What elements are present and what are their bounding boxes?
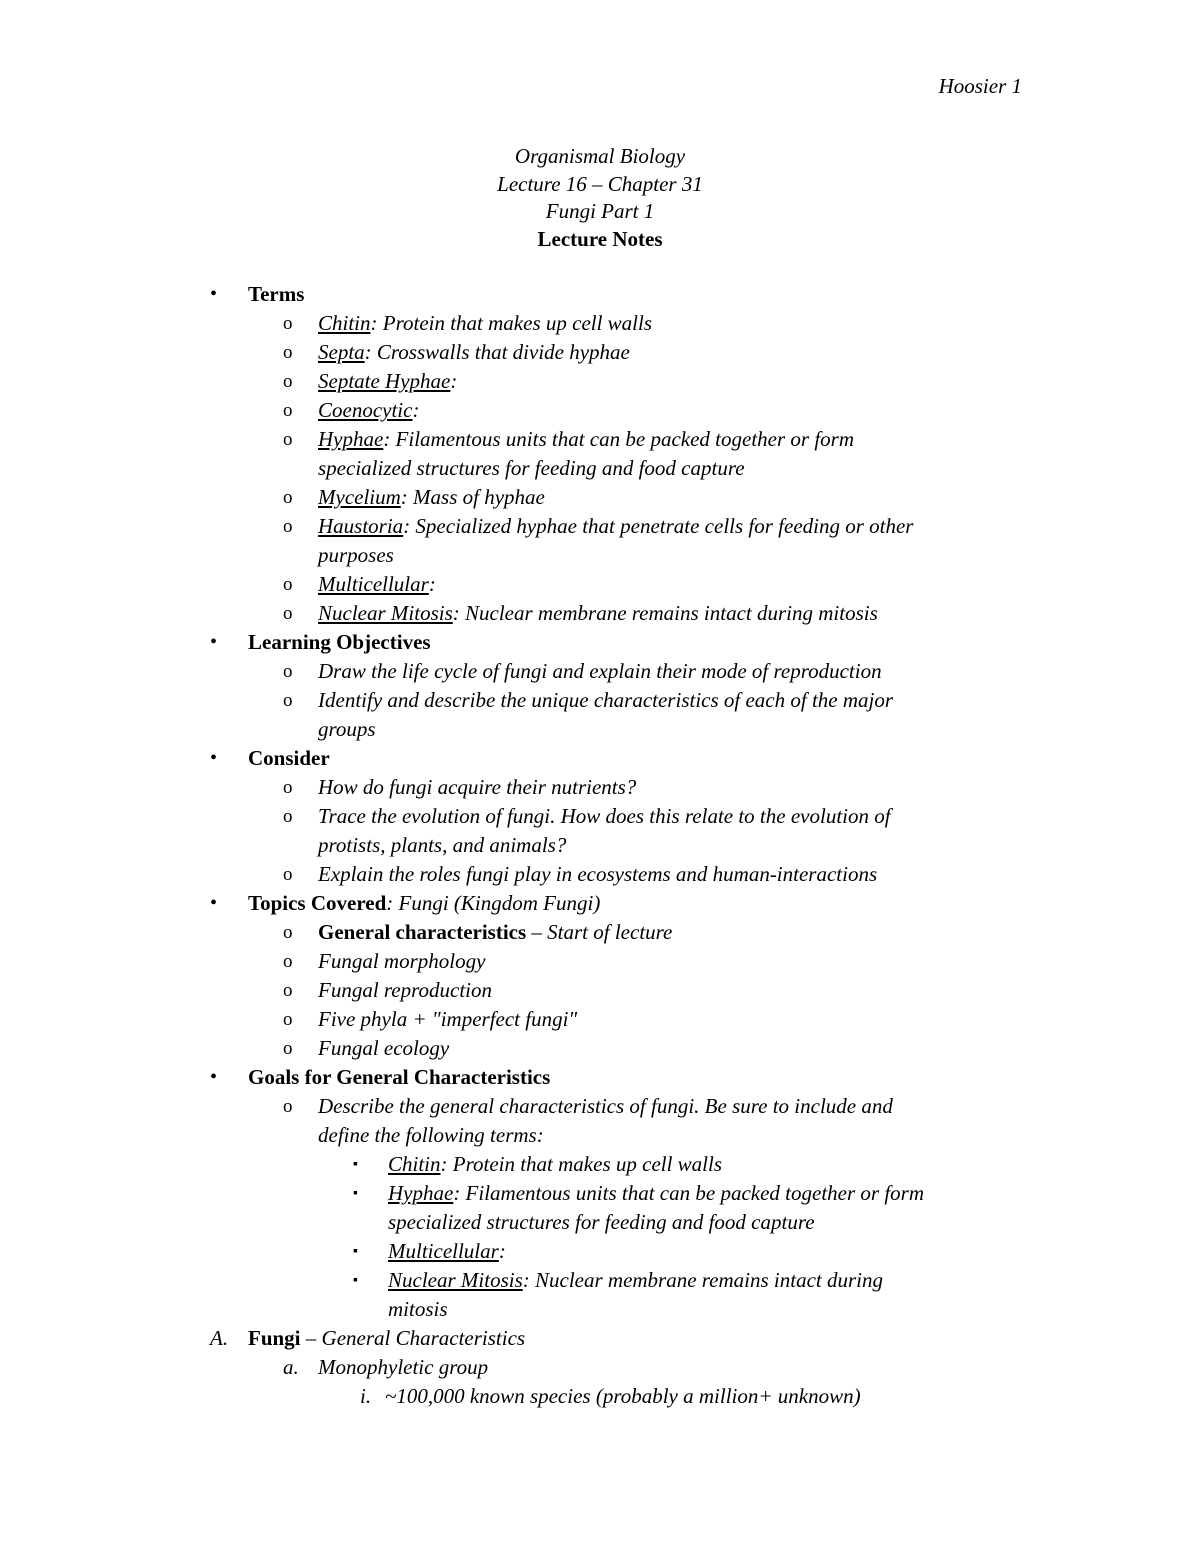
list-item: [0, 425, 1200, 454]
list-item: [0, 947, 1200, 976]
term: Hyphae: [388, 1181, 454, 1205]
list-item: [0, 367, 1200, 396]
item-text: Trace the evolution of fungi. How does this relate to the evolution of: [318, 804, 891, 828]
list-item: [0, 773, 1200, 802]
term-definition: :: [428, 572, 436, 596]
section-topics: [0, 889, 1200, 918]
item-text: – Start of lecture: [526, 920, 673, 944]
section-heading: Topics Covered: [248, 891, 387, 915]
sub-list-item: [0, 1237, 1200, 1266]
circle-marker: o: [283, 1009, 293, 1030]
bullet-marker: •: [210, 892, 218, 914]
term-definition: : Crosswalls that divide hyphae: [364, 340, 630, 364]
page-header-label: Hoosier 1: [938, 74, 1022, 98]
list-item: [0, 976, 1200, 1005]
list-item: [0, 802, 1200, 831]
list-item: [0, 1005, 1200, 1034]
outline-heading: Fungi: [248, 1326, 301, 1350]
bullet-marker: •: [210, 1066, 218, 1088]
term: Septate Hyphae: [318, 369, 451, 393]
square-marker: ▪: [353, 1157, 358, 1172]
term: Mycelium: [318, 485, 401, 509]
circle-marker: o: [283, 951, 293, 972]
list-item: [0, 483, 1200, 512]
list-item: [0, 918, 1200, 947]
section-heading: Goals for General Characteristics: [248, 1065, 551, 1089]
circle-marker: o: [283, 864, 293, 885]
lecture-title: Lecture 16 – Chapter 31: [497, 171, 703, 196]
list-item: [0, 309, 1200, 338]
sub-list-item: [0, 1150, 1200, 1179]
outline-marker: A.: [210, 1326, 229, 1350]
outline-marker: a.: [283, 1355, 299, 1379]
term-definition: : Filamentous units that can be packed together or form: [383, 427, 854, 451]
circle-marker: o: [283, 574, 293, 595]
term-definition: :: [498, 1239, 506, 1263]
item-bold-text: General characteristics: [318, 920, 527, 944]
item-text: Fungal reproduction: [318, 978, 493, 1002]
term: Coenocytic: [318, 398, 413, 422]
circle-marker: o: [283, 603, 293, 624]
section-heading: Learning Objectives: [248, 630, 431, 654]
circle-marker: o: [283, 429, 293, 450]
circle-marker: o: [283, 313, 293, 334]
item-text: Five phyla + "imperfect fungi": [318, 1007, 578, 1031]
item-text: Fungal ecology: [318, 1036, 450, 1060]
section-heading: Consider: [248, 746, 330, 770]
outline-text: Monophyletic group: [318, 1355, 489, 1379]
bullet-marker: •: [210, 631, 218, 653]
circle-marker: o: [283, 516, 293, 537]
list-item: [0, 1092, 1200, 1121]
term: Nuclear Mitosis: [318, 601, 453, 625]
list-item-continuation: [0, 454, 1200, 483]
continuation-text: protists, plants, and animals?: [318, 833, 567, 857]
item-text: Describe the general characteristics of fungi. Be sure to include and: [318, 1094, 893, 1118]
section-goals: [0, 1063, 1200, 1092]
sub-list-item: [0, 1179, 1200, 1208]
circle-marker: o: [283, 487, 293, 508]
notes-heading: Lecture Notes: [537, 226, 663, 251]
term-definition: : Specialized hyphae that penetrate cells for feeding or other: [403, 514, 914, 538]
section-objectives: [0, 628, 1200, 657]
circle-marker: o: [283, 1038, 293, 1059]
term-definition: : Protein that makes up cell walls: [370, 311, 653, 335]
sub-list-item: [0, 1266, 1200, 1295]
bullet-marker: •: [210, 283, 218, 305]
term: Septa: [318, 340, 365, 364]
continuation-text: groups: [318, 717, 376, 741]
circle-marker: o: [283, 690, 293, 711]
square-marker: ▪: [353, 1186, 358, 1201]
outline-marker: i.: [360, 1384, 372, 1408]
list-item: [0, 570, 1200, 599]
list-item-continuation: [0, 831, 1200, 860]
continuation-text: define the following terms:: [318, 1123, 544, 1147]
term-definition: :: [412, 398, 420, 422]
circle-marker: o: [283, 1096, 293, 1117]
sub-list-item-continuation: [0, 1208, 1200, 1237]
outline-item-i: [0, 1382, 1200, 1411]
list-item: [0, 512, 1200, 541]
continuation-text: specialized structures for feeding and food capture: [388, 1210, 815, 1234]
list-item: [0, 1034, 1200, 1063]
continuation-text: purposes: [318, 543, 394, 567]
section-consider: [0, 744, 1200, 773]
square-marker: ▪: [353, 1273, 358, 1288]
sub-list-item-continuation: [0, 1295, 1200, 1324]
term-definition: : Protein that makes up cell walls: [440, 1152, 723, 1176]
term: Multicellular: [388, 1239, 499, 1263]
course-title: Organismal Biology: [514, 144, 686, 168]
circle-marker: o: [283, 661, 293, 682]
circle-marker: o: [283, 806, 293, 827]
list-item: [0, 338, 1200, 367]
circle-marker: o: [283, 371, 293, 392]
circle-marker: o: [283, 922, 293, 943]
list-item: [0, 686, 1200, 715]
item-text: Fungal morphology: [318, 949, 486, 973]
list-item: [0, 599, 1200, 628]
outline-item-a: [0, 1353, 1200, 1382]
topic-title: Fungi Part 1: [545, 199, 655, 223]
term: Haustoria: [318, 514, 404, 538]
continuation-text: specialized structures for feeding and food capture: [318, 456, 745, 480]
circle-marker: o: [283, 980, 293, 1001]
square-marker: ▪: [353, 1244, 358, 1259]
term-definition: :: [450, 369, 458, 393]
item-text: Identify and describe the unique characteristics of each of the major: [318, 688, 894, 712]
item-text: Explain the roles fungi play in ecosystems and human-interactions: [318, 862, 878, 886]
notes-body: [0, 280, 1200, 1411]
term-definition: : Nuclear membrane remains intact during: [522, 1268, 884, 1292]
section-heading: Terms: [248, 282, 305, 306]
term: Hyphae: [318, 427, 384, 451]
term-definition: : Filamentous units that can be packed together or form: [453, 1181, 924, 1205]
title-block: [0, 143, 1200, 253]
list-item-continuation: [0, 1121, 1200, 1150]
term-definition: : Nuclear membrane remains intact during mitosis: [452, 601, 878, 625]
bullet-marker: •: [210, 747, 218, 769]
outline-heading-rest: – General Characteristics: [300, 1326, 526, 1350]
outline-item-A: [0, 1324, 1200, 1353]
term: Chitin: [388, 1152, 441, 1176]
circle-marker: o: [283, 777, 293, 798]
list-item: [0, 396, 1200, 425]
term-definition: : Mass of hyphae: [400, 485, 545, 509]
list-item: [0, 860, 1200, 889]
continuation-text: mitosis: [388, 1297, 448, 1321]
term: Nuclear Mitosis: [388, 1268, 523, 1292]
circle-marker: o: [283, 400, 293, 421]
list-item-continuation: [0, 541, 1200, 570]
item-text: How do fungi acquire their nutrients?: [318, 775, 637, 799]
term: Multicellular: [318, 572, 429, 596]
term: Chitin: [318, 311, 371, 335]
section-terms: [0, 280, 1200, 309]
list-item-continuation: [0, 715, 1200, 744]
outline-text: ~100,000 known species (probably a million+ unknown): [385, 1384, 861, 1408]
item-text: Draw the life cycle of fungi and explain their mode of reproduction: [318, 659, 882, 683]
list-item: [0, 657, 1200, 686]
section-subtitle: : Fungi (Kingdom Fungi): [386, 891, 601, 915]
circle-marker: o: [283, 342, 293, 363]
